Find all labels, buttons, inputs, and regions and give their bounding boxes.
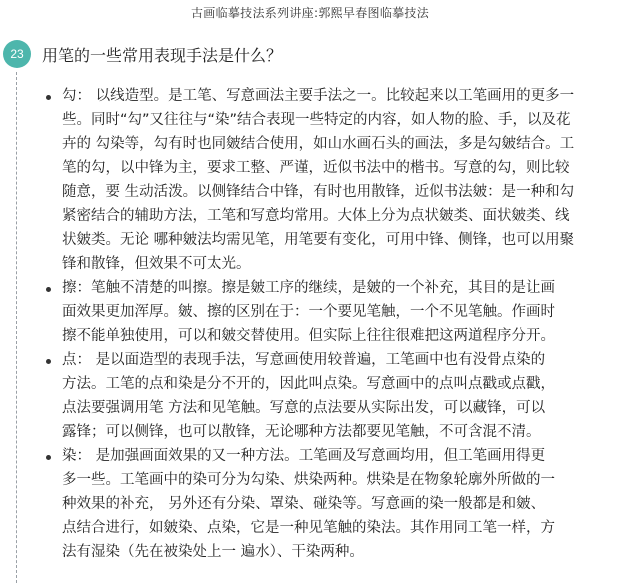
text-line: 擦：笔触不清楚的叫擦。擦是皴工序的继续，是皴的一个补充，其目的是让画 bbox=[62, 280, 555, 296]
text-line: 擦不能单独使用，可以和皴交替使用。但实际上往往很难把这两道程序分开。 bbox=[62, 328, 555, 344]
list-item-gou bbox=[46, 84, 616, 276]
bullet-icon bbox=[46, 287, 51, 292]
bullet-icon bbox=[46, 95, 51, 100]
timeline-dashed-line bbox=[16, 72, 17, 583]
text-line: 面效果更加浑厚。皴、擦的区别在于：一个要见笔触，一个不见笔触。作画时 bbox=[62, 304, 555, 320]
list-item-dian bbox=[46, 348, 616, 444]
text-line: 种效果的补充， 另外还有分染、罩染、碰染等。写意画的染一般都是和皴、 bbox=[62, 496, 546, 512]
text-line: 露锋；可以侧锋，也可以散锋，无论哪种方法都要见笔触，不可含混不清。 bbox=[62, 424, 541, 440]
technique-list bbox=[46, 84, 616, 564]
text-line: 锋和散锋，但效果不可太光。 bbox=[62, 256, 251, 272]
text-line: 卉的 勾染等，勾有时也同皴结合使用，如山水画石头的画法，多是勾皴结合。工 bbox=[62, 136, 575, 152]
text-line: 法有湿染（先在被染处上一 遍水）、干染两种。 bbox=[62, 544, 364, 560]
text-line: 些。同时“勾”又往往与“染”结合表现一些特定的内容，如人物的脸、手，以及花 bbox=[62, 112, 571, 128]
text-line: 多一些。工笔画中的染可分为勾染、烘染两种。烘染是在物象轮廓外所做的一 bbox=[62, 472, 555, 488]
text-line: 勾： 以线造型。是工笔、写意画法主要手法之一。比较起来以工笔画用的更多一 bbox=[62, 88, 575, 104]
section-number-badge: 23 bbox=[3, 40, 31, 68]
list-item-ca bbox=[46, 276, 616, 348]
list-item-ran bbox=[46, 444, 616, 564]
text-line: 染： 是加强画面效果的又一种方法。工笔画及写意画均用，但工笔画用得更 bbox=[62, 448, 546, 464]
text-line: 方法。工笔的点和染是分不开的，因此叫点染。写意画中的点叫点戳或点戳， bbox=[62, 376, 555, 392]
text-line: 笔的勾，以中锋为主，要求工整、严谨，近似书法中的楷书。写意的勾，则比较 bbox=[62, 160, 570, 176]
text-line: 随意，要 生动活泼。以侧锋结合中锋，有时也用散锋，近似书法皴：是一种和勾 bbox=[62, 184, 575, 200]
bullet-icon bbox=[46, 455, 51, 460]
text-line: 状皴类。无论 哪种皴法均需见笔，用笔要有变化，可用中锋、侧锋，也可以用聚 bbox=[62, 232, 575, 248]
text-line: 点： 是以面造型的表现手法，写意画使用较普遍，工笔画中也有没骨点染的 bbox=[62, 352, 546, 368]
bullet-icon bbox=[46, 359, 51, 364]
text-line: 紧密结合的辅助方法，工笔和写意均常用。大体上分为点状皴类、面状皴类、线 bbox=[62, 208, 570, 224]
text-line: 点结合进行，如皴染、点染，它是一种见笔触的染法。其作用同工笔一样，方 bbox=[62, 520, 555, 536]
section-title: 用笔的一些常用表现手法是什么？ bbox=[42, 46, 283, 65]
text-line: 点法要强调用笔 方法和见笔触。写意的点法要从实际出发，可以藏锋，可以 bbox=[62, 400, 546, 416]
page-header: 古画临摹技法系列讲座:郭熙早春图临摹技法 bbox=[190, 6, 430, 20]
